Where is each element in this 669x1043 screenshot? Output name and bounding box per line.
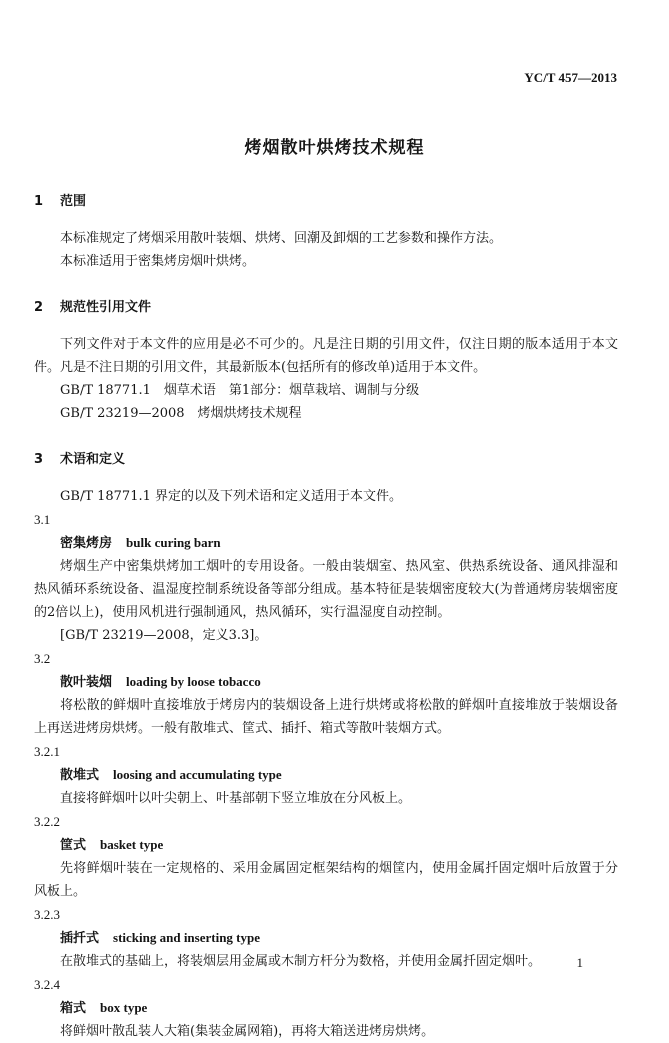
section-title: 范围 (60, 194, 87, 209)
section-heading-terms (34, 448, 618, 471)
term-zh: 筐式 (60, 838, 87, 853)
paragraph: GB/T 18771.1 界定的以及下列术语和定义适用于本文件。 (60, 489, 403, 504)
term-en: loosing and accumulating type (113, 767, 282, 782)
term-definition: 直接将鲜烟叶以叶尖朝上、叶基部朝下竖立堆放在分风板上。 (60, 791, 412, 806)
section-number: 1 (34, 194, 44, 209)
reference-item: GB/T 23219—2008 烤烟烘烤技术规程 (60, 406, 302, 421)
term-zh: 密集烤房 (60, 536, 113, 551)
term-number: 3.2.4 (34, 977, 60, 992)
term-title (34, 833, 618, 857)
term-title (34, 996, 618, 1020)
term-definition: 将松散的鲜烟叶直接堆放于烤房内的装烟设备上进行烘烤或将松散的鲜烟叶直接堆放于装烟设备上再送进烤房烘烤。一般有散堆式、筐式、插扦、箱式等散叶装烟方式。 (34, 698, 618, 736)
section-number: 2 (34, 300, 44, 315)
page-number: 1 (576, 955, 583, 970)
term-number: 3.2.1 (34, 744, 60, 759)
section-heading-scope (34, 190, 618, 213)
term-zh: 散堆式 (60, 768, 100, 783)
section-heading-normative-references (34, 296, 618, 319)
document-body (34, 190, 618, 1043)
term-definition: 将鲜烟叶散乱装人大箱(集装金属网箱)，再将大箱送进烤房烘烤。 (60, 1024, 435, 1039)
section-title: 规范性引用文件 (60, 300, 152, 315)
term-title (34, 670, 618, 694)
term-en: sticking and inserting type (113, 930, 261, 945)
term-title (34, 926, 618, 950)
term-number: 3.2.2 (34, 814, 60, 829)
term-number: 3.1 (34, 512, 51, 527)
section-number: 3 (34, 452, 44, 467)
paragraph: 本标准规定了烤烟采用散叶装烟、烘烤、回潮及卸烟的工艺参数和操作方法。 (60, 231, 503, 246)
term-en: basket type (100, 837, 164, 852)
standard-code: YC/T 457—2013 (524, 70, 617, 85)
page-title: 烤烟散叶烘烤技术规程 (244, 138, 425, 158)
term-en: bulk curing barn (126, 535, 221, 550)
term-zh: 插扦式 (60, 931, 100, 946)
section-title: 术语和定义 (60, 452, 126, 467)
term-number: 3.2 (34, 651, 51, 666)
paragraph: 下列文件对于本文件的应用是必不可少的。凡是注日期的引用文件，仅注日期的版本适用于本文件。凡是不注日期的引用文件，其最新版本(包括所有的修改单)适用于本文件。 (34, 337, 618, 375)
reference-item: GB/T 18771.1 烟草术语 第1部分：烟草栽培、调制与分级 (60, 383, 420, 398)
term-title (34, 531, 618, 555)
term-number: 3.2.3 (34, 907, 60, 922)
term-source-note: [GB/T 23219—2008，定义3.3]。 (60, 628, 268, 643)
term-zh: 散叶装烟 (60, 675, 113, 690)
term-definition: 先将鲜烟叶装在一定规格的、采用金属固定框架结构的烟筐内，使用金属扦固定烟叶后放置于分风板上。 (34, 861, 618, 899)
term-title (34, 763, 618, 787)
term-en: box type (100, 1000, 148, 1015)
term-definition: 烤烟生产中密集烘烤加工烟叶的专用设备。一般由装烟室、热风室、供热系统设备、通风排湿和热风循环系统设备、温湿度控制系统设备等部分组成。基本特征是装烟密度较大(为普通烤房装烟密度的2倍以上)，使用风机进行强制通风，热风循环，实行温湿度自动控制。 (34, 559, 618, 620)
paragraph: 本标准适用于密集烤房烟叶烘烤。 (60, 254, 256, 269)
term-definition: 在散堆式的基础上，将装烟层用金属或木制方杆分为数格，并使用金属扦固定烟叶。 (60, 954, 542, 969)
term-en: loading by loose tobacco (126, 674, 261, 689)
term-zh: 箱式 (60, 1001, 87, 1016)
